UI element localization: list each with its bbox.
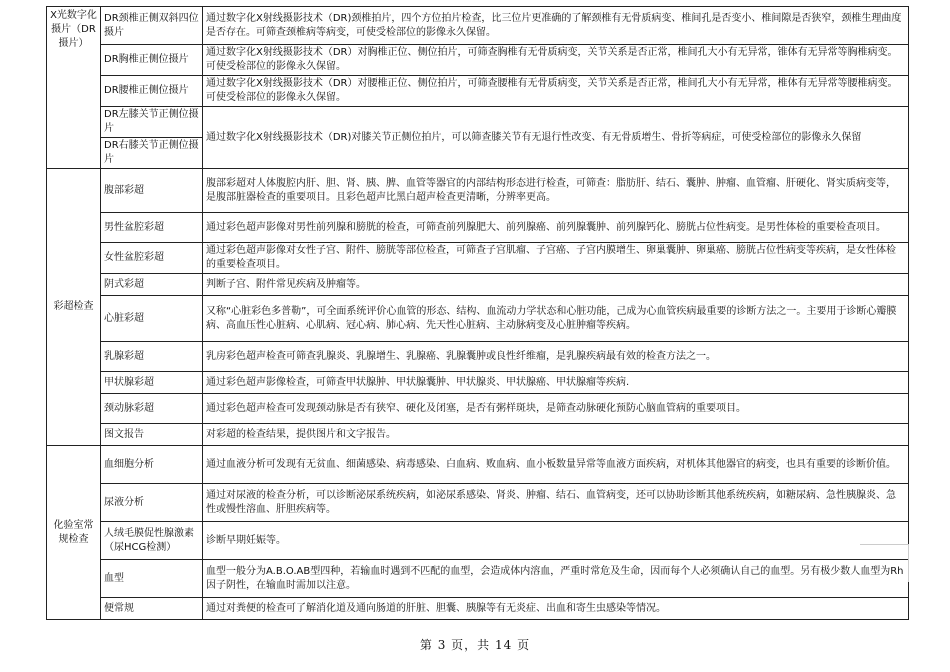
item-name: DR颈椎正侧双斜四位摄片 [101, 7, 203, 45]
item-name: 尿液分析 [101, 484, 203, 522]
item-description: 通过对尿液的检查分析，可以诊断泌尿系统疾病，如泌尿系感染、肾炎、肿瘤、结石、血管病变，还可以协助诊断其他系统疾病，如糖尿病、急性胰腺炎、急性或慢性溶血、肝胆疾病等。 [203, 484, 909, 522]
item-description: 对彩超的检查结果，提供图片和文字报告。 [203, 424, 909, 446]
table-row [47, 446, 909, 484]
item-description: 判断子宫、附件常见疾病及肿瘤等。 [203, 274, 909, 296]
table-row [47, 296, 909, 342]
table-row [47, 274, 909, 296]
item-name: 乳腺彩超 [101, 342, 203, 372]
item-name: 腹部彩超 [101, 169, 203, 213]
table-row [47, 76, 909, 107]
table-row [47, 107, 909, 138]
item-name: 便常规 [101, 598, 203, 620]
item-name: 男性盆腔彩超 [101, 213, 203, 243]
item-name: 图文报告 [101, 424, 203, 446]
item-description: 通过彩色超声影像检查，可筛查甲状腺肿、甲状腺囊肿、甲状腺炎、甲状腺癌、甲状腺瘤等疾病. [203, 372, 909, 394]
category-cell: 彩超检查 [47, 169, 101, 446]
table-row [47, 169, 909, 213]
table-row [47, 45, 909, 76]
item-description: 腹部彩超对人体腹腔内肝、胆、肾、胰、脾、血管等器官的内部结构形态进行检查，可筛查：脂肪肝、结石、囊肿、肿瘤、血管瘤、肝硬化、肾实质病变等，是腹部脏器检查的重要项目。且彩色超声比黑白超声检查更清晰，分辨率更高。 [203, 169, 909, 213]
item-name: DR腰椎正侧位摄片 [101, 76, 203, 107]
item-name: DR右膝关节正侧位摄片 [101, 138, 203, 169]
table-row [47, 484, 909, 522]
item-description: 通过数字化X射线摄影技术（DR)颈椎拍片，四个方位拍片检查，比三位片更准确的了解颈椎有无骨质病变、椎间孔是否变小、椎间隙是否狭窄，颈椎生理曲度是否存在。可筛查颈椎病等病变，可使受检部位的影像永久保留。 [203, 7, 909, 45]
item-description: 乳房彩色超声检查可筛查乳腺炎、乳腺增生、乳腺癌、乳腺囊肿或良性纤维瘤，是乳腺疾病最有效的检查方法之一。 [203, 342, 909, 372]
table-row [47, 522, 909, 560]
stray-gridline [908, 544, 910, 582]
item-name: 甲状腺彩超 [101, 372, 203, 394]
table-row [47, 560, 909, 598]
item-description: 又称“心脏彩色多普勒”，可全面系统评价心血管的形态、结构、血流动力学状态和心脏功能，己成为心血管疾病最重要的诊断方法之一。主要用于诊断心瓣膜病、高血压性心脏病、心肌病、冠心病、肺心病、先天性心脏病、主动脉病变及心脏肿瘤等疾病。 [203, 296, 909, 342]
item-name: 心脏彩超 [101, 296, 203, 342]
table-row [47, 372, 909, 394]
category-cell: 化验室常规检查 [47, 446, 101, 620]
item-name: 颈动脉彩超 [101, 394, 203, 424]
item-description: 通过彩色超声影像对男性前列腺和膀胱的检查，可筛查前列腺肥大、前列腺癌、前列腺囊肿、前列腺钙化、膀胱占位性病变。是男性体检的重要检查项目。 [203, 213, 909, 243]
item-name: 血细胞分析 [101, 446, 203, 484]
item-name: DR左膝关节正侧位摄片 [101, 107, 203, 138]
table-row [47, 598, 909, 620]
table-row [47, 394, 909, 424]
item-description: 血型一般分为A.B.O.AB型四种，若输血时遇到不匹配的血型，会造成体内溶血，严重时常危及生命，因而每个人必须确认自己的血型。另有极少数人血型为Rh因子阴性，在输血时需加以注意。 [203, 560, 909, 598]
table-row [47, 7, 909, 45]
table-row [47, 424, 909, 446]
item-name: 人绒毛膜促性腺激素（尿HCG检测） [101, 522, 203, 560]
item-description: 通过彩色超声检查可发现颈动脉是否有狭窄、硬化及闭塞，是否有粥样斑块，是筛查动脉硬化预防心脑血管病的重要项目。 [203, 394, 909, 424]
item-name: 阴式彩超 [101, 274, 203, 296]
item-description: 通过数字化X射线摄影技术（DR）对胸椎正位、侧位拍片，可筛查胸椎有无骨质病变，关节关系是否正常，椎间孔大小有无异常，锥体有无异常等胸椎病变。可使受检部位的影像永久保留。 [203, 45, 909, 76]
item-description: 通过彩色超声影像对女性子宫、附件、膀胱等部位检查，可筛查子宫肌瘤、子宫癌、子宫内膜增生、卵巢囊肿、卵巢癌、膀胱占位性病变等疾病，是女性体检的重要检查项目。 [203, 243, 909, 274]
item-description: 诊断早期妊娠等。 [203, 522, 909, 560]
item-name: 血型 [101, 560, 203, 598]
table-row [47, 213, 909, 243]
table-row [47, 342, 909, 372]
page-number-footer: 第 3 页，共 14 页 [419, 638, 531, 652]
item-description: 通过血液分析可发现有无贫血、细菌感染、病毒感染、白血病、败血病、血小板数量异常等血液方面疾病，对机体其他器官的病变，也具有重要的诊断价值。 [203, 446, 909, 484]
item-description: 通过数字化X射线摄影技术（DR）对腰椎正位、侧位拍片，可筛查腰椎有无骨质病变，关节关系是否正常，椎间孔大小有无异常，椎体有无异常等腰椎病变。可使受检部位的影像永久保留。 [203, 76, 909, 107]
category-cell: X光数字化摄片（DR摄片） [47, 7, 101, 169]
item-name: DR胸椎正侧位摄片 [101, 45, 203, 76]
item-description: 通过数字化X射线摄影技术（DR)对膝关节正侧位拍片，可以筛查膝关节有无退行性改变、有无骨质增生、骨折等病症，可使受检部位的影像永久保留 [203, 107, 909, 169]
table-row [47, 243, 909, 274]
item-name: 女性盆腔彩超 [101, 243, 203, 274]
checkup-items-table [46, 6, 909, 620]
item-description: 通过对粪便的检查可了解消化道及通向肠道的肝脏、胆囊、胰腺等有无炎症、出血和寄生虫感染等情况。 [203, 598, 909, 620]
stray-gridline [860, 544, 908, 545]
